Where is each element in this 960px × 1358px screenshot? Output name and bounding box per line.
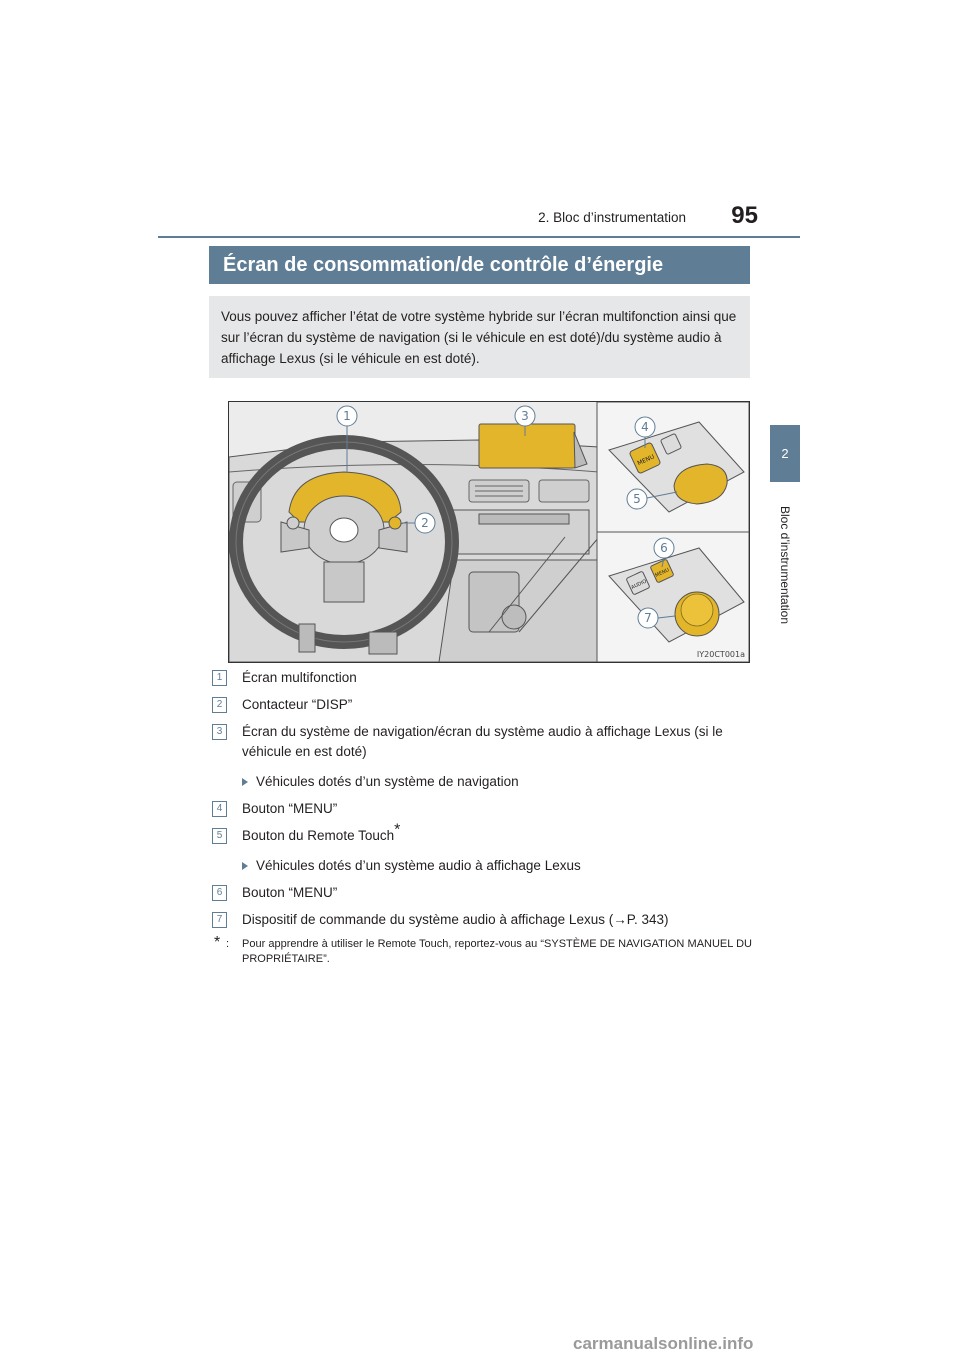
legend-item-3 (212, 722, 752, 762)
legend-number: 5 (212, 828, 227, 844)
legend-text[interactable]: Dispositif de commande du système audio à affichage Lexus (→P. 343) (242, 912, 669, 927)
chapter-tab[interactable]: 2 (770, 425, 800, 482)
chapter-tab-label: Bloc d’instrumentation (778, 505, 792, 624)
page-header (158, 202, 800, 238)
legend-number: 2 (212, 697, 227, 713)
footnote-asterisk: * (214, 934, 221, 951)
menu-button-text-2: MENU (654, 567, 671, 579)
legend-text: Bouton “MENU” (242, 801, 338, 816)
legend-item-2 (212, 695, 752, 715)
footnote-text: Pour apprendre à utiliser le Remote Touch, reportez-vous au “SYSTÈME DE NAVIGATION MANUEL DU PROPRIÉTAIRE”. (242, 938, 752, 965)
chapter-tab-label-wrapper (777, 492, 793, 637)
watermark: carmanualsonline.info (573, 1334, 754, 1353)
legend-number: 1 (212, 670, 227, 686)
footnote-colon: : (226, 938, 230, 950)
legend-text: Bouton du Remote Touch (242, 828, 395, 843)
legend-item-4 (212, 799, 752, 819)
callout-7: 7 (644, 611, 652, 625)
legend-text: Contacteur “DISP” (242, 697, 353, 712)
legend-number: 4 (212, 801, 227, 817)
dashboard-illustration-svg (229, 402, 749, 662)
callout-legend (212, 668, 752, 967)
header-section-title: 2. Bloc d’instrumentation (538, 210, 686, 225)
intro-text: Vous pouvez afficher l’état de votre système hybride sur l’écran multifonction ainsi que sur l’écran du système de navigation (si le véhicule en est doté)/du système audio à affichage Lexus (si le véhicule en est doté). (209, 296, 750, 378)
legend-text: Écran multifonction (242, 670, 357, 685)
subhead-text: Véhicules dotés d’un système de navigation (256, 774, 519, 789)
figure-code: IY20CT001a (696, 650, 745, 659)
page-number: 95 (731, 202, 758, 229)
audio-button-text: AUDIO (630, 578, 648, 591)
subhead-navigation (212, 772, 752, 792)
legend-item-7 (212, 910, 752, 930)
callout-3: 3 (521, 409, 529, 423)
subhead-audio (212, 856, 752, 876)
section-title: Écran de consommation/de contrôle d’énergie (209, 246, 750, 284)
menu-button-text: MENU (636, 453, 656, 468)
triangle-bullet-icon (242, 778, 248, 786)
footnote (212, 934, 752, 967)
subhead-text: Véhicules dotés d’un système audio à affichage Lexus (256, 858, 581, 873)
legend-number: 6 (212, 885, 227, 901)
legend-text: Bouton “MENU” (242, 885, 338, 900)
legend-text: Écran du système de navigation/écran du système audio à affichage Lexus (si le véhicule en est doté) (242, 724, 723, 759)
dashboard-illustration (228, 401, 750, 663)
callout-4: 4 (641, 420, 649, 434)
triangle-bullet-icon (242, 862, 248, 870)
legend-item-5 (212, 821, 752, 846)
legend-number: 3 (212, 724, 227, 740)
callout-2: 2 (421, 516, 429, 530)
callout-1: 1 (343, 409, 351, 423)
legend-item-6 (212, 883, 752, 903)
legend-number: 7 (212, 912, 227, 928)
callout-6: 6 (660, 541, 668, 555)
footnote-marker: * (394, 821, 401, 839)
callout-5: 5 (633, 492, 641, 506)
legend-item-1 (212, 668, 752, 688)
